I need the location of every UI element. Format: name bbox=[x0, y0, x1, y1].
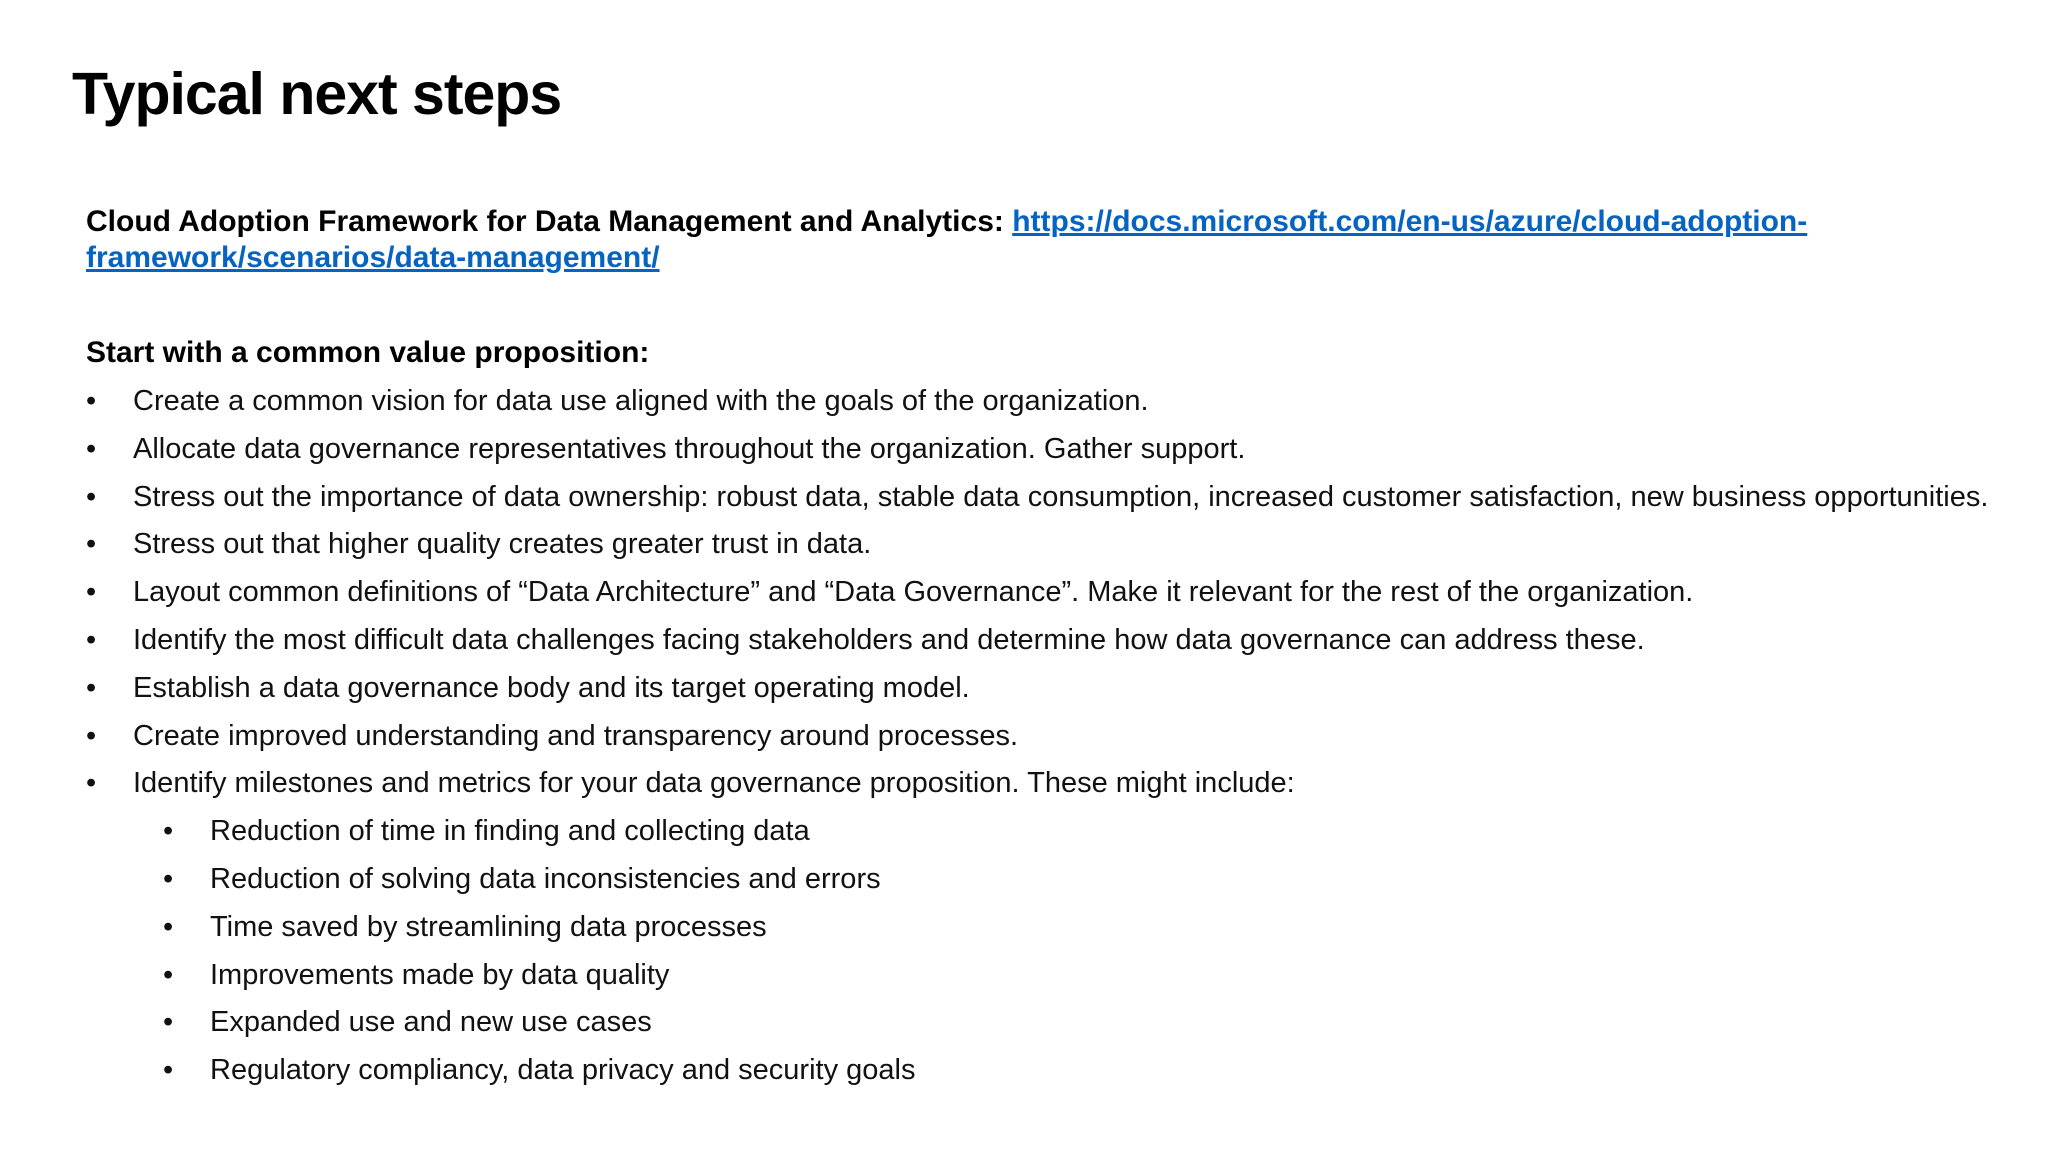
slide-title: Typical next steps bbox=[72, 61, 562, 127]
list-item-text: Stress out that higher quality creates greater trust in data. bbox=[133, 528, 872, 561]
bullet-icon: • bbox=[86, 671, 97, 704]
bullet-icon: • bbox=[86, 767, 97, 800]
list-item-text: Identify milestones and metrics for your data governance proposition. These might include: bbox=[133, 767, 1295, 800]
list-item-text: Identify the most difficult data challenges facing stakeholders and determine how data governance can address these. bbox=[133, 623, 1645, 656]
sub-bullet-list bbox=[86, 813, 2026, 1100]
list-item bbox=[86, 431, 2026, 479]
bullet-icon: • bbox=[163, 815, 174, 848]
list-item bbox=[86, 670, 2026, 718]
list-item-text: Create a common vision for data use aligned with the goals of the organization. bbox=[133, 385, 1149, 417]
list-item bbox=[86, 622, 2026, 670]
bullet-icon: • bbox=[163, 862, 174, 895]
sub-list-item bbox=[163, 957, 2026, 1005]
sub-list-item-text: Reduction of solving data inconsistencies and errors bbox=[210, 862, 881, 895]
list-item bbox=[86, 718, 2026, 766]
bullet-icon: • bbox=[86, 385, 97, 417]
sub-list-item-text: Expanded use and new use cases bbox=[210, 1006, 652, 1039]
bullet-icon: • bbox=[86, 623, 97, 656]
list-item bbox=[86, 526, 2026, 574]
bullet-list bbox=[86, 383, 2026, 813]
bullet-icon: • bbox=[163, 958, 174, 991]
list-item bbox=[86, 765, 2026, 813]
list-item-text: Establish a data governance body and its target operating model. bbox=[133, 671, 970, 704]
sub-list-item-text: Improvements made by data quality bbox=[210, 958, 670, 991]
reference-link[interactable]: https://docs.microsoft.com/en-us/azure/cloud-adoption-framework/scenarios/data-management/ bbox=[86, 205, 1808, 274]
bullet-icon: • bbox=[86, 480, 97, 513]
sub-list-item bbox=[163, 909, 2026, 957]
list-item-text: Create improved understanding and transparency around processes. bbox=[133, 719, 1019, 752]
bullet-icon: • bbox=[86, 432, 97, 465]
sub-list-item bbox=[163, 1052, 2026, 1100]
sub-list-item bbox=[163, 861, 2026, 909]
sub-list-item bbox=[163, 813, 2026, 861]
list-item-text: Stress out the importance of data ownership: robust data, stable data consumption, increased customer satisfaction, new business opportunities. bbox=[133, 480, 1989, 513]
list-item-text: Layout common definitions of “Data Architecture” and “Data Governance”. Make it relevant for the rest of the organization. bbox=[133, 576, 1694, 609]
sub-list-item-text: Time saved by streamlining data processes bbox=[210, 910, 767, 943]
sub-list-item-text: Reduction of time in finding and collecting data bbox=[210, 815, 810, 848]
value-proposition-section bbox=[86, 335, 2026, 1100]
sub-list-item bbox=[163, 1004, 2026, 1052]
bullet-icon: • bbox=[86, 576, 97, 609]
bullet-icon: • bbox=[86, 719, 97, 752]
bullet-icon: • bbox=[163, 1054, 174, 1087]
reference-paragraph bbox=[86, 204, 1906, 276]
section-heading: Start with a common value proposition: bbox=[86, 336, 650, 369]
list-item bbox=[86, 479, 2026, 527]
bullet-icon: • bbox=[163, 910, 174, 943]
sub-list-item-text: Regulatory compliancy, data privacy and security goals bbox=[210, 1054, 916, 1087]
list-item-text: Allocate data governance representatives throughout the organization. Gather support. bbox=[133, 432, 1246, 465]
bullet-icon: • bbox=[86, 528, 97, 561]
reference-label: Cloud Adoption Framework for Data Management and Analytics: bbox=[86, 205, 1004, 238]
bullet-icon: • bbox=[163, 1006, 174, 1039]
list-item bbox=[86, 574, 2026, 622]
list-item bbox=[86, 383, 2026, 431]
